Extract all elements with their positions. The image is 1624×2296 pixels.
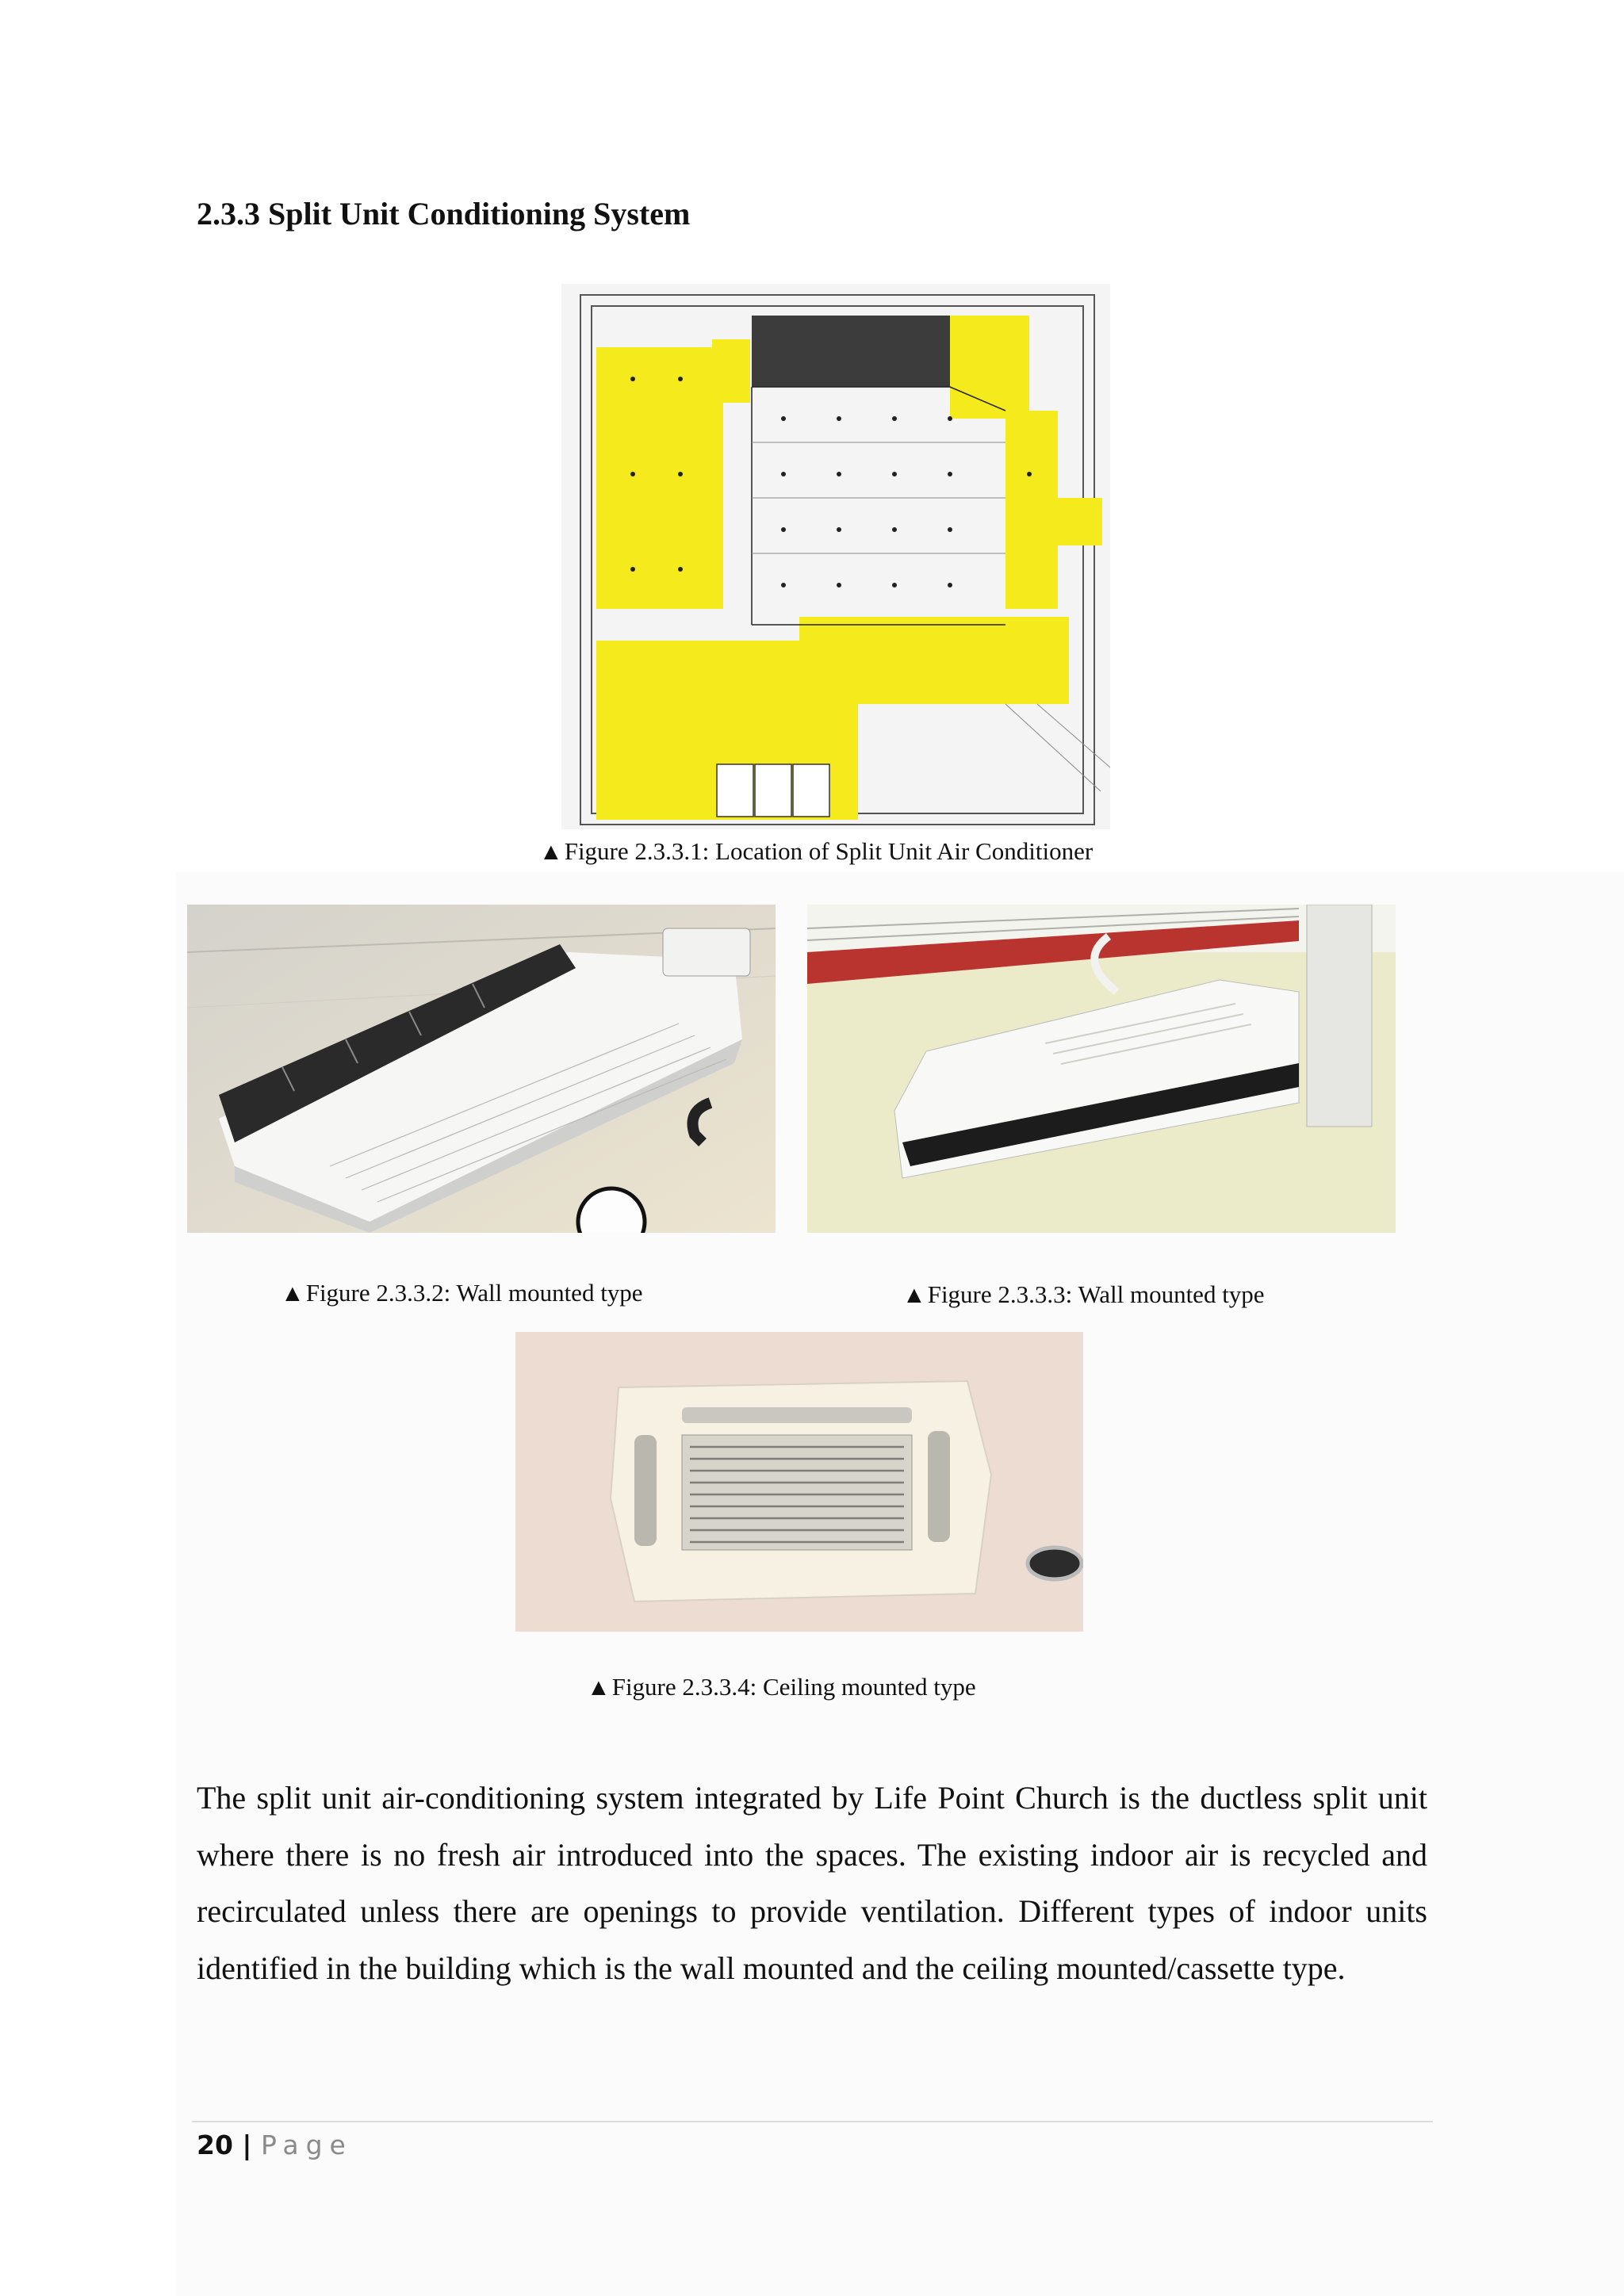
triangle-marker-icon: ▲ <box>539 839 563 865</box>
triangle-marker-icon: ▲ <box>902 1282 926 1308</box>
figure-caption-3: ▲Figure 2.3.3.3: Wall mounted type <box>902 1280 1265 1308</box>
ceiling-cassette-photo <box>515 1332 1083 1632</box>
floor-plan-image <box>561 284 1110 829</box>
triangle-marker-icon: ▲ <box>587 1674 611 1701</box>
page-footer <box>197 2130 353 2160</box>
triangle-marker-icon: ▲ <box>281 1280 304 1307</box>
wall-mounted-photo-2 <box>807 905 1396 1233</box>
footer-divider <box>192 2121 1433 2122</box>
wall-mounted-photo-1 <box>187 905 776 1233</box>
footer-separator: | <box>232 2130 261 2160</box>
figure-caption-2: ▲Figure 2.3.3.2: Wall mounted type <box>281 1279 643 1307</box>
figure-caption-4: ▲Figure 2.3.3.4: Ceiling mounted type <box>587 1673 976 1701</box>
page-label: Page <box>260 2130 353 2160</box>
body-paragraph: The split unit air-conditioning system integrated by Life Point Church is the ductless split unit where there is no fresh air introduced into the spaces. The existing indoor air is recycled and recirculated unless there are openings to provide ventilation. Different types of indoor units identified in the building which is the wall mounted and the ceiling mounted/cassette type. <box>197 1780 1427 1986</box>
page-number: 20 <box>197 2130 233 2160</box>
figure-caption-1: ▲Figure 2.3.3.1: Location of Split Unit Air Conditioner <box>539 837 1094 865</box>
section-heading: 2.3.3 Split Unit Conditioning System <box>197 196 691 232</box>
